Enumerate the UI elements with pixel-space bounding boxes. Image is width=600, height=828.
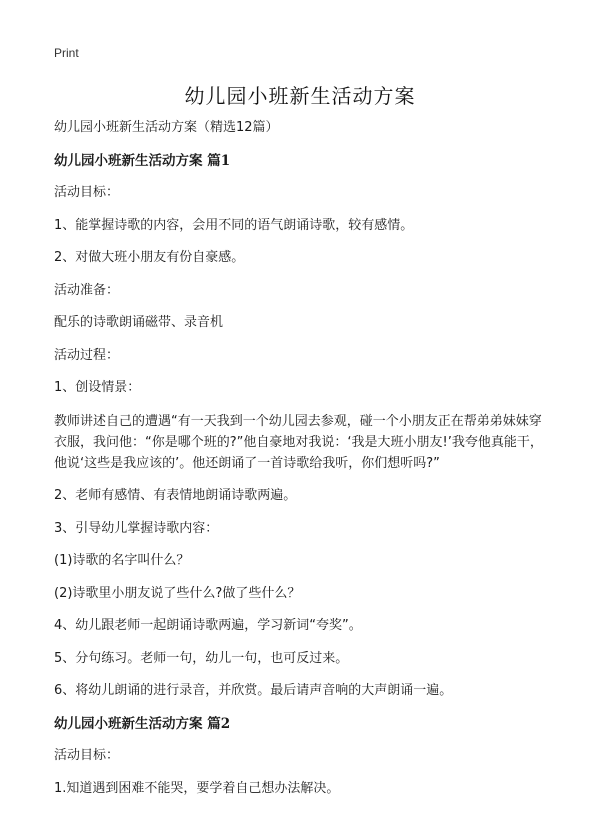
process-step: 1、创设情景： bbox=[54, 380, 141, 395]
process-step: 5、分句练习。老师一句，幼儿一句，也可反过来。 bbox=[54, 650, 349, 666]
section-heading-1: 幼儿园小班新生活动方案 篇1 bbox=[54, 152, 231, 169]
process-label: 活动过程： bbox=[54, 347, 120, 363]
goal-label: 活动目标： bbox=[54, 185, 120, 200]
goal-item: 1.知道遇到困难不能哭，要学着自己想办法解决。 bbox=[54, 780, 340, 796]
process-step: 4、幼儿跟老师一起朗诵诗歌两遍，学习新词“夸奖”。 bbox=[54, 618, 362, 633]
prep-text: 配乐的诗歌朗诵磁带、录音机 bbox=[54, 315, 224, 330]
question-item: (2)诗歌里小朋友说了些什么?做了些什么？ bbox=[54, 585, 301, 601]
goal-item: 1、能掌握诗歌的内容，会用不同的语气朗诵诗歌，较有感情。 bbox=[54, 217, 414, 233]
section-heading-2: 幼儿园小班新生活动方案 篇2 bbox=[54, 715, 231, 732]
process-step: 6、将幼儿朗诵的进行录音，并欣赏。最后请声音响的大声朗诵一遍。 bbox=[54, 683, 453, 698]
goal-item: 2、对做大班小朋友有份自豪感。 bbox=[54, 250, 245, 265]
print-label[interactable]: Print bbox=[54, 46, 79, 60]
document-body bbox=[54, 118, 554, 811]
prep-label: 活动准备： bbox=[54, 282, 120, 298]
page-title: 幼儿园小班新生活动方案 bbox=[184, 84, 416, 108]
process-step: 2、老师有感情、有表情地朗诵诗歌两遍。 bbox=[54, 488, 297, 503]
goal-label: 活动目标： bbox=[54, 748, 120, 763]
story-paragraph: 教师讲述自己的遭遇“有一天我到一个幼儿园去参观，碰一个小朋友正在帮弟弟妹妹穿衣服，我问他：“你是哪个班的?”他自豪地对我说：‘我是大班小朋友!’我夸他真能干，他说‘这些是我应该的’。他还朗诵了一首诗歌给我听，你们想听吗?” bbox=[54, 413, 543, 471]
question-item: (1)诗歌的名字叫什么？ bbox=[54, 553, 190, 568]
document-subtitle: 幼儿园小班新生活动方案（精选12篇） bbox=[54, 120, 279, 135]
process-step: 3、引导幼儿掌握诗歌内容： bbox=[54, 520, 219, 536]
